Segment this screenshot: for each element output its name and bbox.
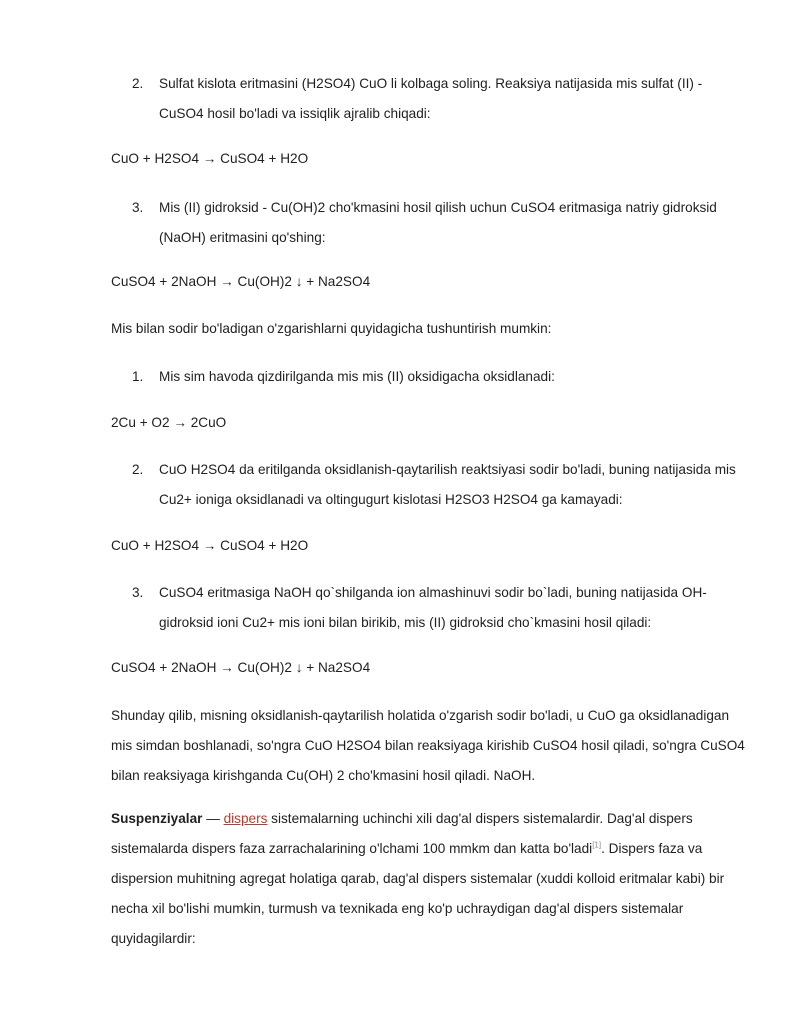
paragraph-text: . Dispers faza va dispersion muhitning agregat holatiga qarab, dag'al dispers sistemalar (xuddi kolloid eritmalar kabi) bir necha xil bo'lishi mumkin, turmush va texnikada eng ko'p uchraydigan dag'al dispers sistemalar quyidagilardir:: [111, 841, 725, 946]
list-item: [132, 455, 744, 515]
term-heading: Suspenziyalar: [111, 811, 203, 826]
list-item: [132, 578, 744, 638]
equation: 2Cu + O2 → 2CuO: [111, 415, 227, 430]
list-text: CuO H2SO4 da eritilganda oksidlanish-qaytarilish reaktsiyasi sodir bo'ladi, buning natijasida mis Cu2+ ioniga oksidlanadi va oltingugurt kislotasi H2SO3 H2SO4 ga kamayadi:: [159, 462, 736, 507]
list-text: CuSO4 eritmasiga NaOH qo`shilganda ion almashinuvi sodir bo`ladi, buning natijasida OH- gidroksid ioni Cu2+ mis ioni bilan birikib, mis (II) gidroksid cho`kmasini hosil qiladi:: [159, 585, 707, 630]
list-number: 2.: [132, 76, 144, 91]
paragraph: Mis bilan sodir bo'ladigan o'zgarishlarni quyidagicha tushuntirish mumkin:: [111, 321, 552, 336]
equation: CuO + H2SO4 → CuSO4 + H2O: [111, 538, 309, 553]
dash: —: [202, 811, 224, 826]
list-item: [132, 193, 744, 253]
list-text: Mis (II) gidroksid - Cu(OH)2 cho'kmasini hosil qilish uchun CuSO4 eritmasiga natriy gidroksid (NaOH) eritmasini qo'shing:: [159, 200, 717, 245]
list-number: 1.: [132, 369, 144, 384]
equation: CuSO4 + 2NaOH → Cu(OH)2 ↓ + Na2SO4: [111, 274, 371, 289]
list-text: Mis sim havoda qizdirilganda mis mis (II) oksidigacha oksidlanadi:: [159, 369, 555, 384]
list-number: 3.: [132, 200, 144, 215]
list-number: 2.: [132, 462, 144, 477]
footnote-reference[interactable]: [1]: [592, 840, 602, 850]
dispers-link[interactable]: dispers: [223, 811, 268, 826]
list-item: [132, 69, 744, 129]
equation: CuSO4 + 2NaOH → Cu(OH)2 ↓ + Na2SO4: [111, 660, 371, 675]
list-number: 3.: [132, 585, 144, 600]
paragraph-text: sistemalarning uchinchi xili dag'al dispers sistemalardir. Dag'al dispers sistemalarda dispers faza zarrachalarining o'lchami 100 mmkm dan katta bo'ladi: [111, 811, 693, 856]
equation: CuO + H2SO4 → CuSO4 + H2O: [111, 151, 309, 166]
paragraph-suspenziyalar: [111, 804, 751, 954]
list-text: Sulfat kislota eritmasini (H2SO4) CuO li kolbaga soling. Reaksiya natijasida mis sulfat (II) - CuSO4 hosil bo'ladi va issiqlik ajralib chiqadi:: [159, 76, 703, 121]
paragraph: Shunday qilib, misning oksidlanish-qaytarilish holatida o'zgarish sodir bo'ladi, u CuO ga oksidlanadigan mis simdan boshlanadi, so'ngra CuO H2SO4 bilan reaksiyaga kirishib CuSO4 hosil qiladi, so'ngra CuSO4 bilan reaksiyaga kirishganda Cu(OH) 2 cho'kmasini hosil qiladi. NaOH.: [111, 708, 745, 783]
list-item: [132, 362, 744, 392]
